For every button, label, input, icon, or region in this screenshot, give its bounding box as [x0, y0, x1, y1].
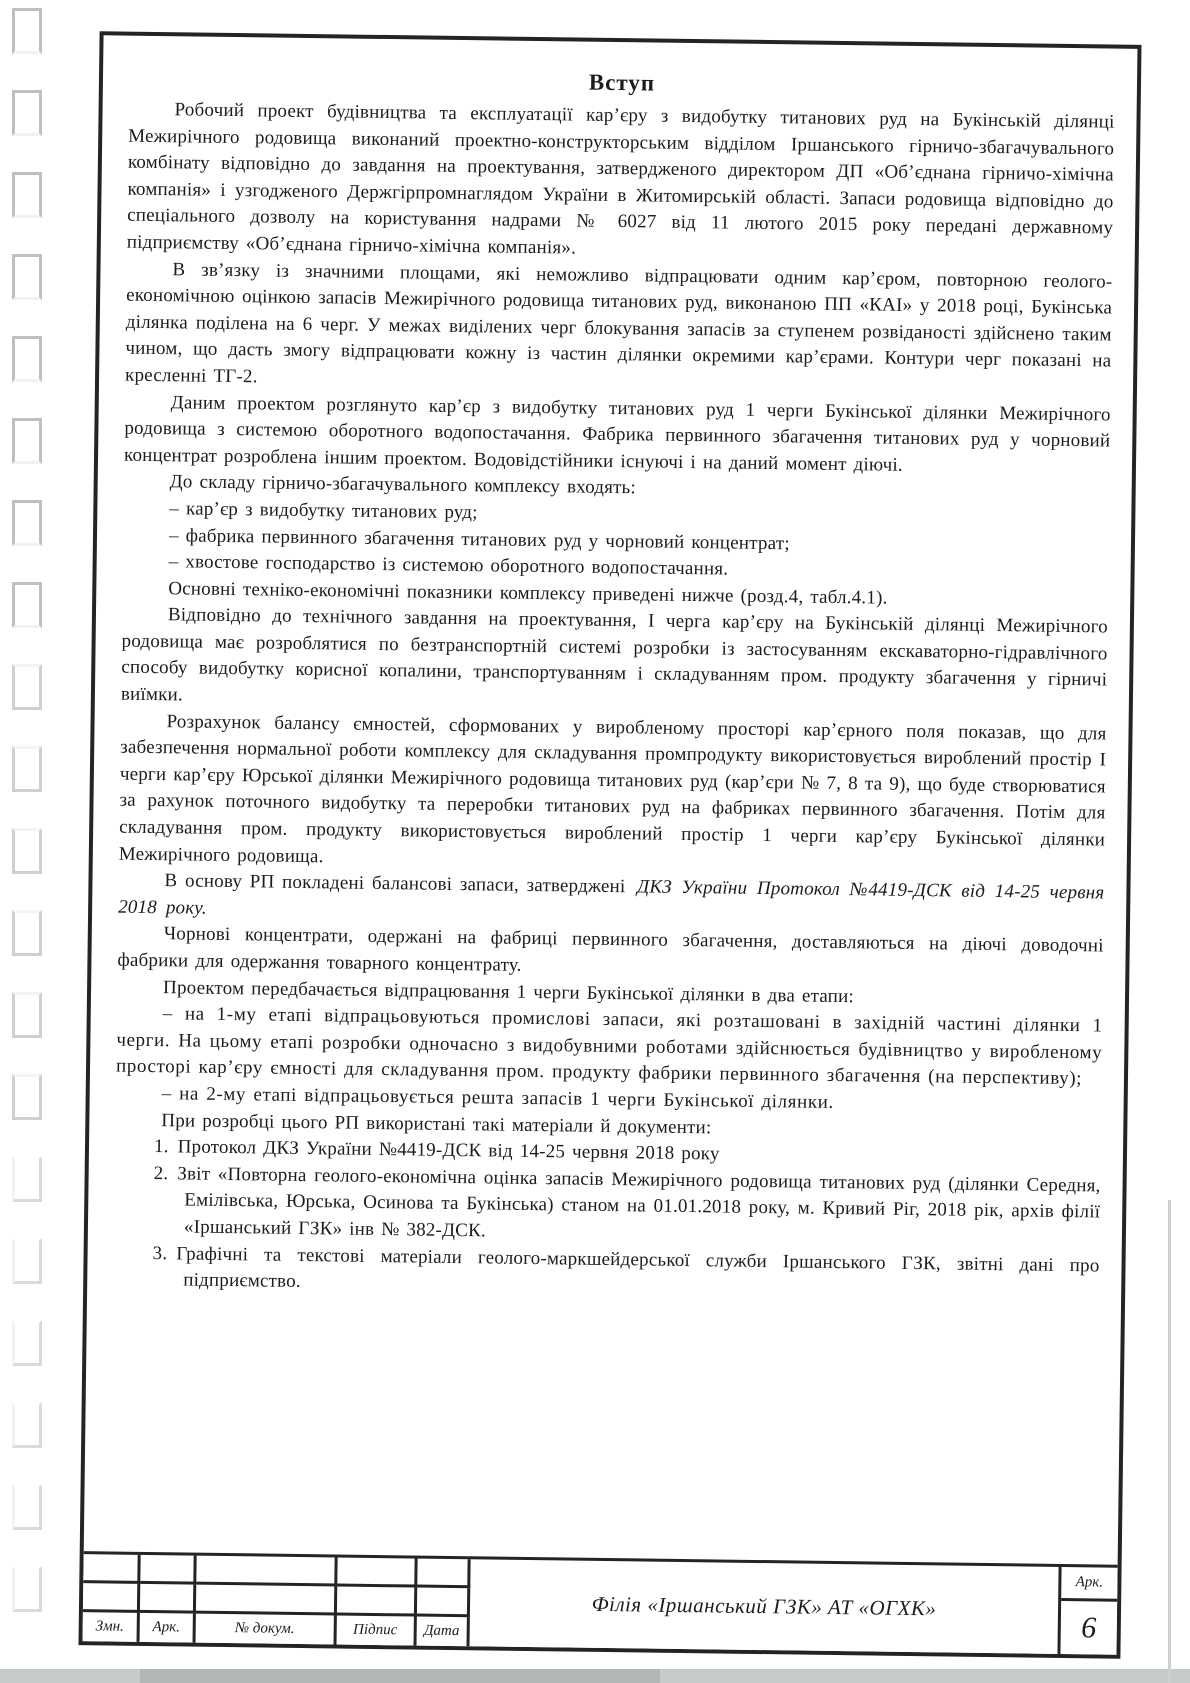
section-heading: Вступ — [588, 69, 656, 96]
paragraph: В зв’язку із значними площами, які неможливо відпрацювати одним кар’єром, повторною геолого-економічною оцінкою запасів Межирічного родовища титанових руд, виконаною ПП «КАІ» у 2018 році, Букінська ділянка поділена на 6 черг. У межах виділених черг блокування запасів за ступенем розвіданості здійснено таким чином, що дасть змогу відпрацювати кожну із частин ділянки окремими кар’єрами. Контури черг показані на кресленні ТГ-2. — [124, 258, 1113, 388]
title-block-revision-grid — [83, 1554, 471, 1646]
list-text: Звіт «Повторна геолого-економічна оцінка запасів Межирічного родовища титанових руд (ділянки Середня, Емілівська, Юрська, Осинова та Букінська) станом на 01.01.2018 року, м. Кривий Ріг, 2018 рік, архів філії «Іршанський ГЗК» інв № 382-ДСК. — [177, 1163, 1101, 1242]
stamp-label-data: Дата — [417, 1617, 470, 1647]
paragraph: Робочий проект будівництва та експлуатації кар’єру з видобутку титанових руд на Букінській ділянці Межирічного родовища виконаний проектно-конструкторським відділом Іршанського гірничо-збагачувального комбінату відповідно до завдання на проектування, затвердженого директором ДП «Об’єднана гірничо-хімічна компанія» і узгодженого Держгірпромнаглядом України в Житомирській області. Запаси родовища відповідно до спеціального дозволу на користування надрами № 6027 від 11 лютого 2015 року передані державному підприємству «Об’єднана гірничо-хімічна компанія». — [126, 99, 1115, 259]
paragraph: Розрахунок балансу ємностей, сформованих у виробленому просторі кар’єрного поля показав, що для забезпечення нормальної роботи комплексу для складування промпродукту використовується вироблений простір І черги кар’єру Юрської ділянки Межирічного родовища титанових руд (кар’єри № 7, 8 та 9), що буде створюватися за рахунок поточного видобутку та переробки титанових руд на фабриках первинного збагачення. Потім для складування пром. продукту використовується вироблений простір 1 черги кар’єру Букінської ділянки Межирічного родовища. — [118, 710, 1107, 867]
list-text: Графічні та текстові матеріали геолого-маркшейдерської служби Іршанського ГЗК, звітні дані про підприємство. — [176, 1242, 1100, 1293]
paragraph: До складу гірничо-збагачувального комплексу входять: — [169, 471, 637, 499]
document-body — [87, 35, 1137, 1306]
stamp-cell-empty — [140, 1555, 196, 1585]
company-name: Філія «Іршанський ГЗК» АТ «ОГХК» — [470, 1559, 1062, 1654]
binder-hole-mark — [12, 1156, 42, 1202]
reference-citation: ДКЗ України Протокол №4419-ДСК від 14-25 червня 2018 року. — [118, 876, 1105, 919]
binder-hole-mark — [12, 8, 42, 54]
stamp-label-ark: Арк. — [140, 1613, 196, 1643]
list-item-dash: – на 2-му етапі відпрацьовується решта запасів 1 черги Букінської ділянки. — [161, 1083, 834, 1113]
binder-hole-mark — [12, 828, 42, 874]
binder-hole-mark — [12, 1402, 42, 1448]
binder-hole-mark — [12, 582, 42, 628]
document-frame — [78, 31, 1141, 1659]
stamp-cell-empty — [417, 1559, 470, 1589]
stamp-label-zmn: Змн. — [83, 1612, 140, 1642]
binder-hole-mark — [12, 254, 42, 300]
list-item-dash: – кар’єр з видобутку титанових руд; — [169, 498, 478, 524]
stamp-cell-empty — [337, 1586, 417, 1616]
binder-hole-mark — [12, 90, 42, 136]
paragraph: Чорнові концентрати, одержані на фабриці первинного збагачення, доставляються на діючі доводочні фабрики для одержання товарного концентрату. — [117, 923, 1104, 976]
binder-hole-mark — [12, 910, 42, 956]
scanner-edge-line — [1168, 1200, 1171, 1683]
list-number: 2. — [153, 1162, 169, 1184]
list-item-numbered — [114, 1160, 1101, 1253]
list-item-dash: – на 1-му етапі відпрацьовуються промислові запаси, які розташовані в західній частині ділянки 1 черги. На цьому етапі розробки одночасно з видобувними роботами здійснюється будівництво у виробленому просторі кар’єру ємності для складування пром. продукту фабрики первинного збагачення (на перспективу); — [115, 1003, 1103, 1090]
sheet-number-value: 6 — [1081, 1610, 1097, 1644]
stamp-cell-empty — [196, 1585, 337, 1616]
binder-hole-mark — [12, 1320, 42, 1366]
stamp-cell-empty — [83, 1583, 140, 1613]
paragraph: При розробці цього РП використані такі матеріали й документи: — [161, 1109, 712, 1138]
stamp-label-dokum: № докум. — [196, 1614, 337, 1645]
binder-hole-mark — [12, 992, 42, 1038]
binder-hole-mark — [12, 418, 42, 464]
scanner-edge-strip-dark — [140, 1669, 660, 1683]
stamp-cell-empty — [417, 1588, 470, 1618]
paragraph: Даним проектом розглянуто кар’єр з видобутку титанових руд 1 черги Букінської ділянки Межирічного родовища з системою оборотного водопостачання. Фабрика первинного збагачення титанових руд у чорновий концентрат розроблена іншим проектом. Водовідстійники існуючі і на даний момент діючі. — [123, 391, 1111, 476]
binder-hole-mark — [12, 172, 42, 218]
title-block — [83, 1551, 1118, 1655]
list-text: Протокол ДКЗ України №4419-ДСК від 14-25 червня 2018 року — [177, 1136, 720, 1165]
binder-hole-mark — [12, 1074, 42, 1120]
binder-hole-mark — [12, 1566, 42, 1612]
binder-hole-mark — [12, 1238, 42, 1284]
sheet-number-block — [1060, 1567, 1117, 1655]
sheet-number-label: Арк. — [1061, 1567, 1117, 1602]
paragraph: Відповідно до технічного завдання на проектування, І черга кар’єру на Букінській ділянці Межирічного родовища має розроблятися по безтранспортній системі розробки із застосуванням екскаваторно-гідравлічного способу видобутку корисної копалини, транспортуванням і складуванням пром. продукту збагачення у гірничі виїмки. — [120, 604, 1109, 706]
binder-hole-mark — [12, 336, 42, 382]
stamp-cell-empty — [196, 1556, 337, 1587]
paragraph: Основні техніко-економічні показники комплексу приведені нижче (розд.4, табл.4.1). — [168, 577, 888, 609]
list-number: 3. — [152, 1242, 168, 1264]
binder-hole-mark — [12, 664, 42, 710]
paragraph-text: В основу РП покладені балансові запаси, затверджені — [164, 870, 634, 898]
stamp-label-pidpys: Підпис — [337, 1615, 417, 1645]
list-item-dash: – фабрика первинного збагачення титанових руд у чорновий концентрат; — [168, 524, 790, 554]
binder-hole-mark — [12, 746, 42, 792]
stamp-cell-empty — [83, 1554, 140, 1584]
list-number: 1. — [153, 1136, 169, 1158]
binder-hole-marks — [0, 0, 80, 1683]
stamp-cell-empty — [140, 1584, 196, 1614]
binder-hole-mark — [12, 1484, 42, 1530]
list-item-dash: – хвостове господарство із системою оборотного водопостачання. — [168, 551, 729, 580]
binder-hole-mark — [12, 500, 42, 546]
paragraph: Проектом передбачається відпрацювання 1 черги Букінської ділянки в два етапи: — [162, 976, 855, 1007]
stamp-cell-empty — [337, 1557, 417, 1587]
